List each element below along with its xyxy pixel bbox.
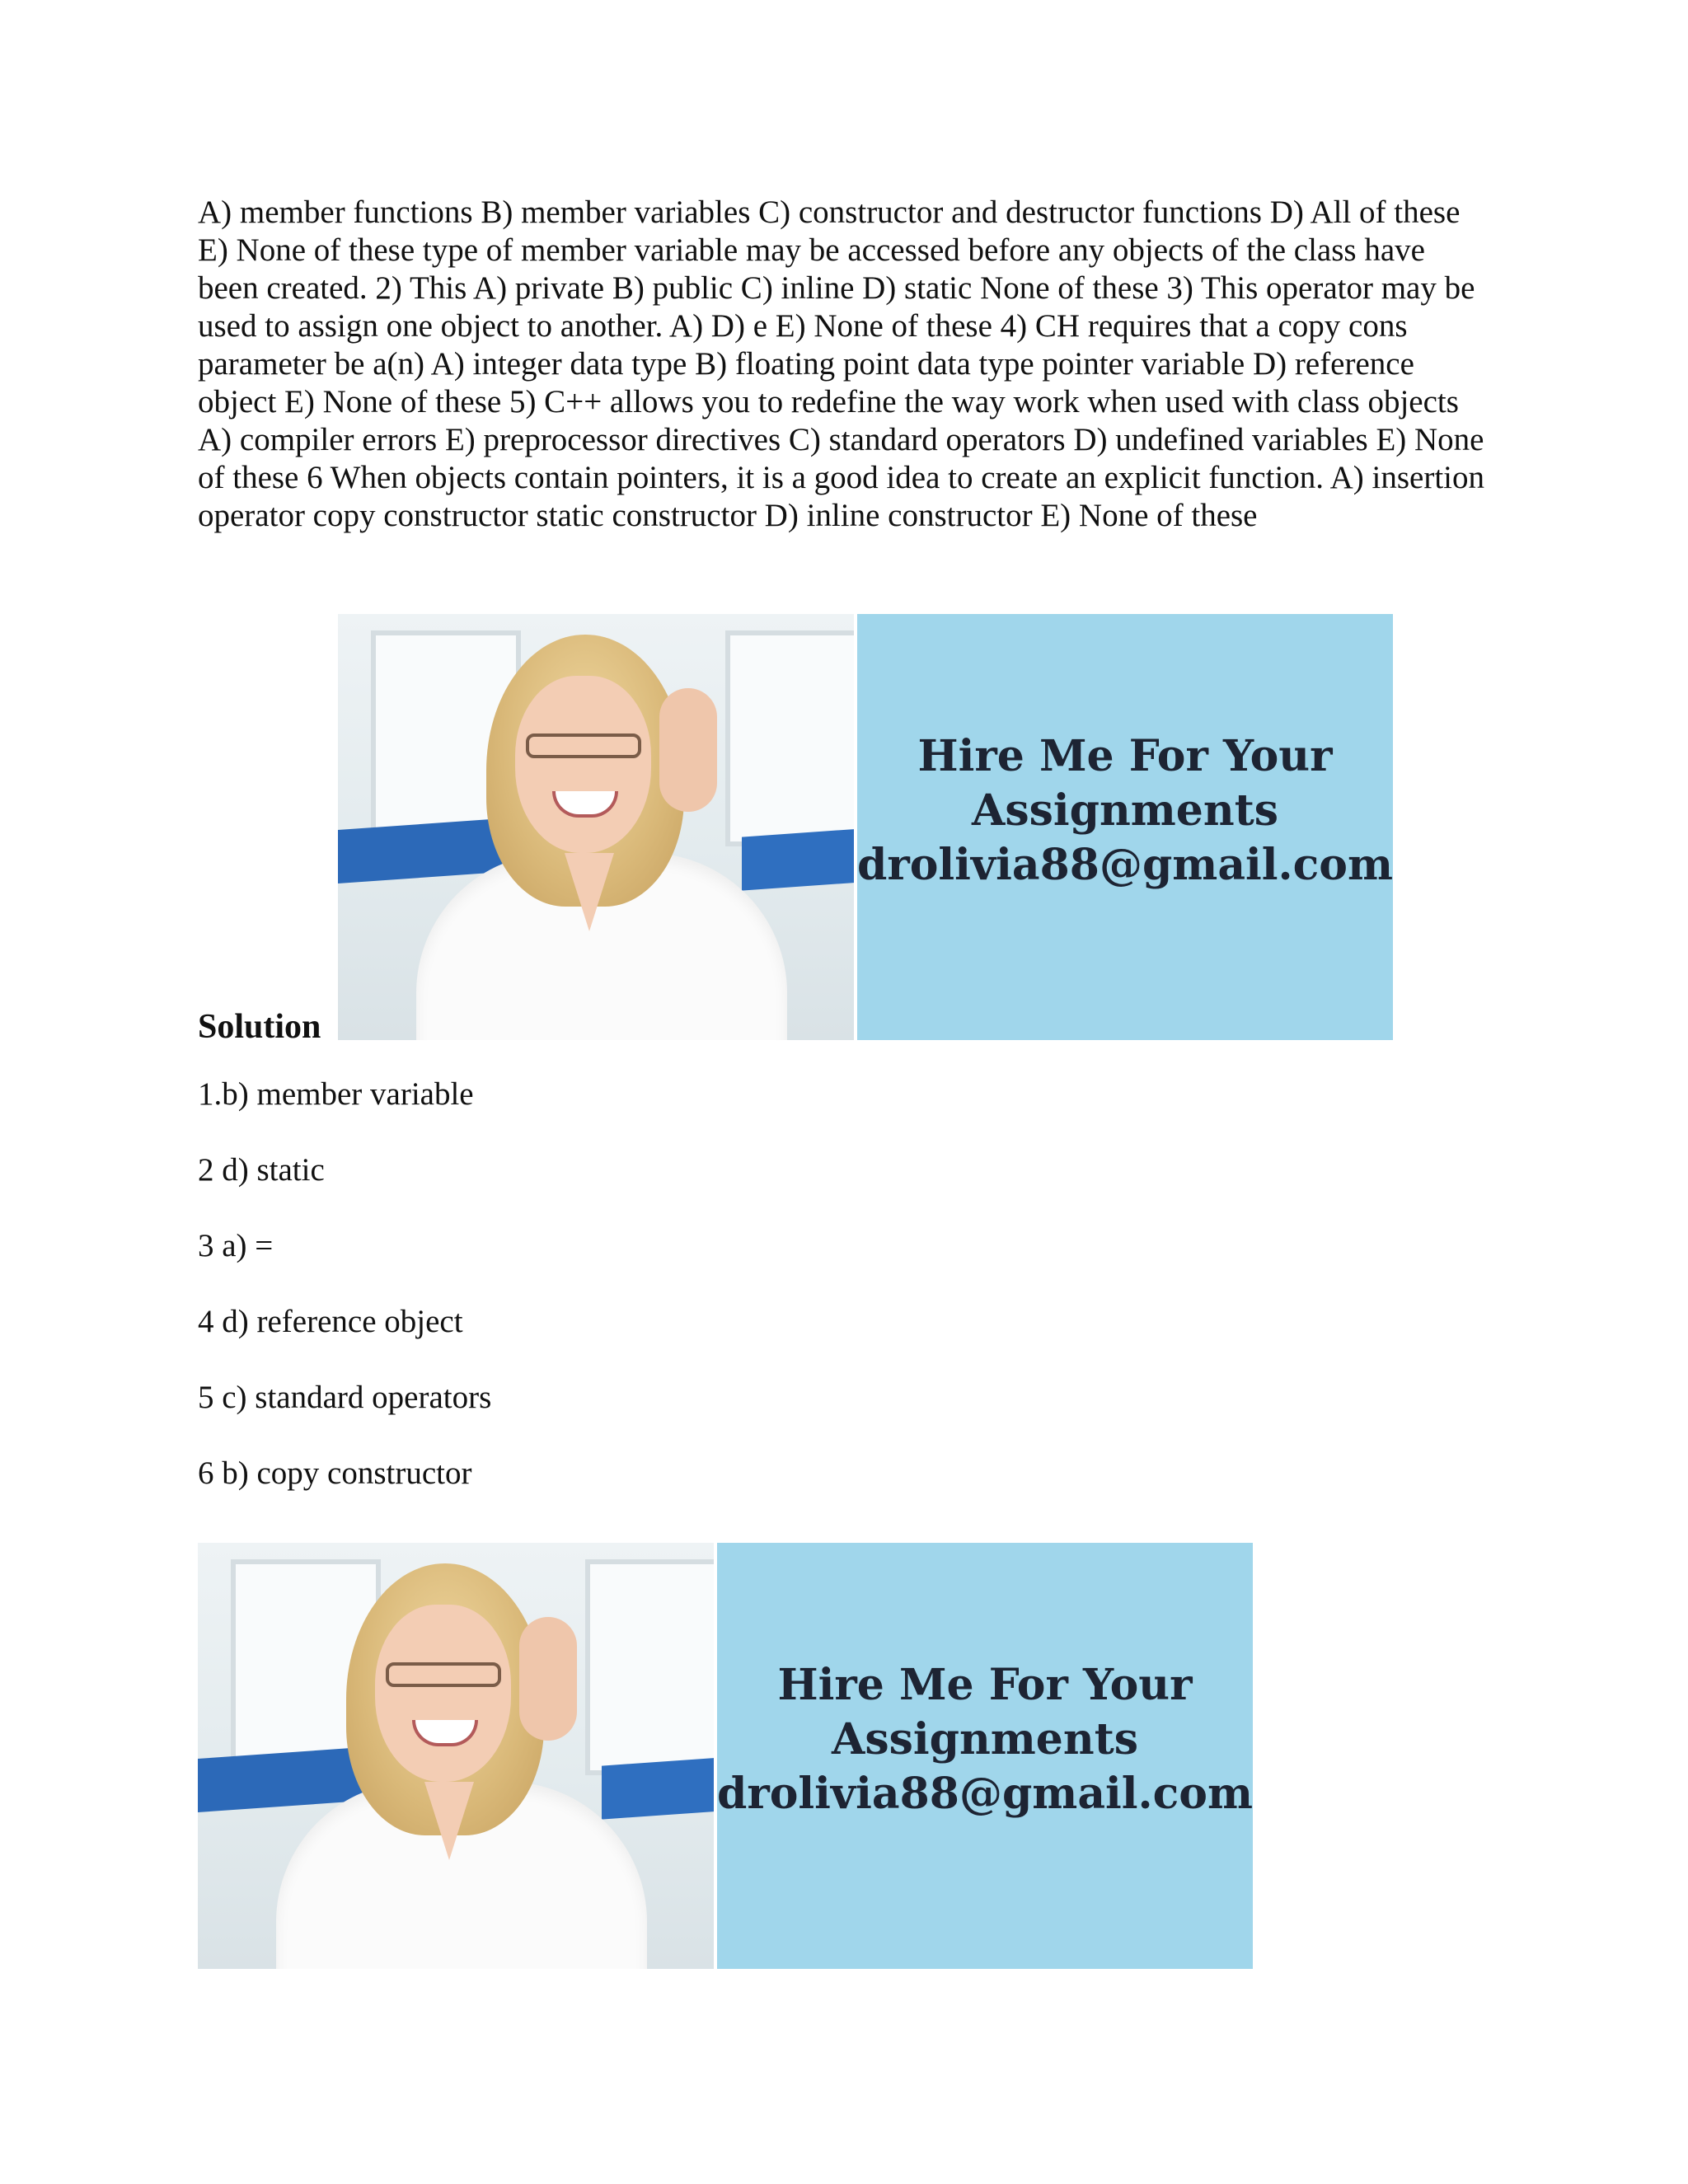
answer-item: 2 d) static (198, 1152, 325, 1188)
answer-item: 1.b) member variable (198, 1076, 474, 1112)
ad-banner (338, 614, 1393, 1040)
answer-item: 6 b) copy constructor (198, 1455, 472, 1491)
question-text: A) member functions B) member variables C) constructor and destructor functions D) All of these E) None of these type of member variable may be accessed before any objects of the class have been created. 2) This A) private B) public C) inline D) static None of these 3) This operator may be used to assign one object to another. A) D) e E) None of these 4) CH requires that a copy cons parameter be a(n) A) integer data type B) floating point data type pointer variable D) reference object E) None of these 5) C++ allows you to redefine the way work when used with class objects A) compiler errors E) preprocessor directives C) standard operators D) undefined variables E) None of these 6 When objects contain pointers, it is a good idea to create an explicit function. A) insertion operator copy constructor static constructor D) inline constructor E) None of these (198, 194, 1485, 533)
ad-banner (198, 1543, 1253, 1969)
ad-text-panel (857, 614, 1393, 1040)
ad-subheadline: Assignments (831, 1713, 1138, 1765)
ad-headline: Hire Me For Your (777, 1659, 1193, 1710)
ad-email: drolivia88@gmail.com (856, 839, 1393, 890)
tutor-photo (198, 1543, 717, 1969)
ad-email: drolivia88@gmail.com (716, 1768, 1253, 1819)
solution-heading: Solution (198, 1008, 321, 1046)
answer-item: 4 d) reference object (198, 1304, 463, 1339)
ad-headline: Hire Me For Your (917, 730, 1333, 781)
ad-text-panel (717, 1543, 1253, 1969)
answer-item: 3 a) = (198, 1228, 274, 1263)
tutor-photo (338, 614, 857, 1040)
ad-subheadline: Assignments (971, 785, 1278, 836)
answer-item: 5 c) standard operators (198, 1380, 492, 1415)
